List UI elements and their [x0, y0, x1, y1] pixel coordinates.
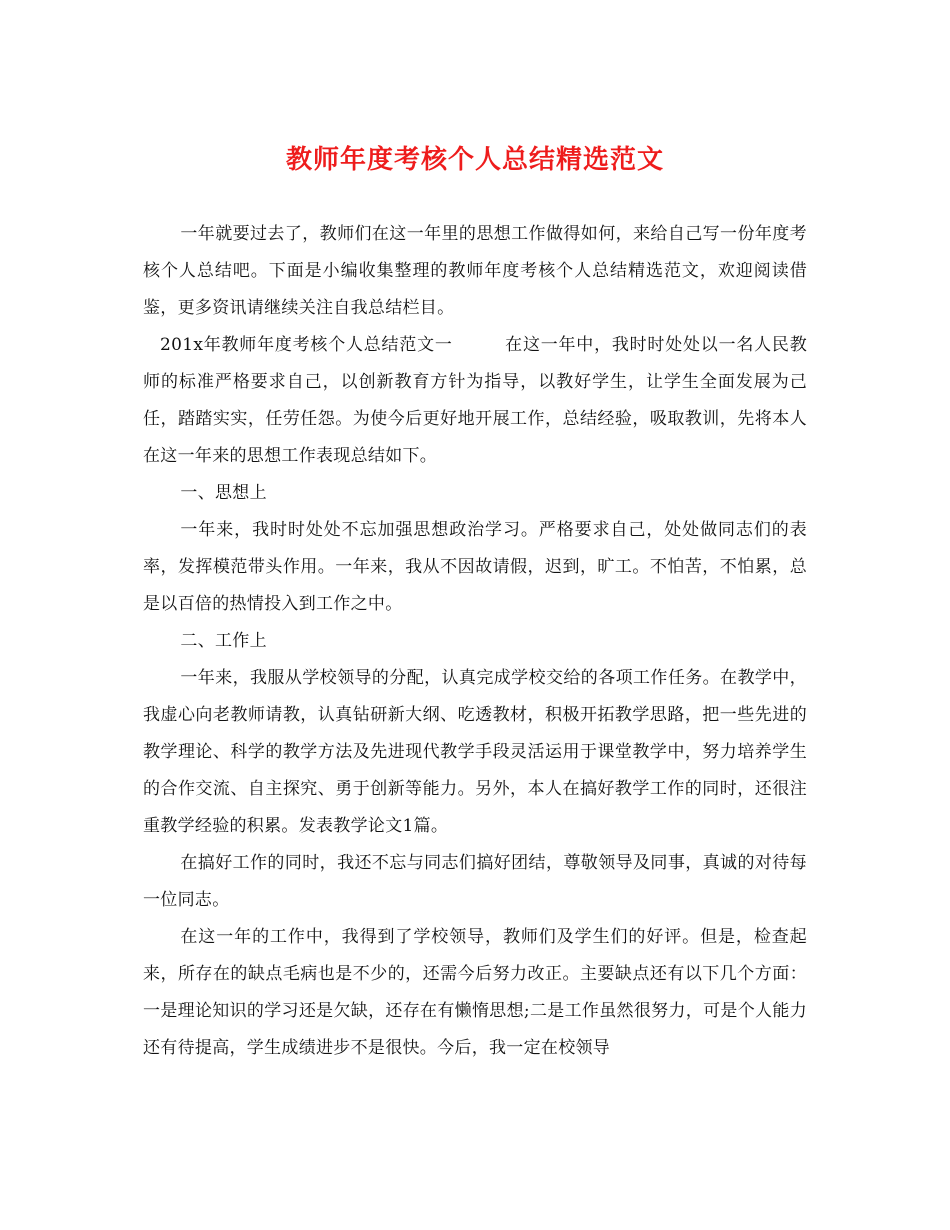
sample-paragraph — [143, 327, 807, 475]
section-heading-work: 二、工作上 — [180, 631, 267, 651]
sample-opening-text: 在这一年中，我时时处处以一名人民教师的标准严格要求自己，以创新教育方针为指导，以教好学生，让学生全面发展为己任，踏踏实实，任劳任怨。为使今后更好地开展工作，总结经验，吸取教训，先将本人在这一年来的思想工作表现总结如下。 — [143, 335, 807, 466]
document-title: 教师年度考核个人总结精选范文 — [285, 145, 664, 175]
paragraph-review: 在这一年的工作中，我得到了学校领导，教师们及学生们的好评。但是，检查起来，所存在的缺点毛病也是不少的，还需今后努力改正。主要缺点还有以下几个方面：一是理论知识的学习还是欠缺，还存在有懒惰思想;二是工作虽然很努力，可是个人能力还有待提高，学生成绩进步不是很快。今后，我一定在校领导 — [143, 927, 807, 1058]
section-paragraph-ideology: 一年来，我时时处处不忘加强思想政治学习。严格要求自己，处处做同志们的表率，发挥模范带头作用。一年来，我从不因故请假，迟到，旷工。不怕苦，不怕累，总是以百倍的热情投入到工作之中。 — [143, 520, 807, 614]
paragraph-unity: 在搞好工作的同时，我还不忘与同志们搞好团结，尊敬领导及同事，真诚的对待每一位同志。 — [143, 853, 807, 910]
section-heading-ideology: 一、思想上 — [180, 483, 267, 503]
document-body — [143, 216, 807, 1067]
sample-heading: 201x年教师年度考核个人总结范文一 — [160, 335, 453, 355]
intro-paragraph: 一年就要过去了，教师们在这一年里的思想工作做得如何，来给自己写一份年度考核个人总结吧。下面是小编收集整理的教师年度考核个人总结精选范文，欢迎阅读借鉴，更多资讯请继续关注自我总结栏目。 — [143, 224, 807, 318]
section-paragraph-work: 一年来，我服从学校领导的分配，认真完成学校交给的各项工作任务。在教学中，我虚心向老教师请教，认真钻研新大纲、吃透教材，积极开拓教学思路，把一些先进的教学理论、科学的教学方法及先进现代教学手段灵活运用于课堂教学中，努力培养学生的合作交流、自主探究、勇于创新等能力。另外，本人在搞好教学工作的同时，还很注重教学经验的积累。发表教学论文1篇。 — [143, 668, 807, 836]
